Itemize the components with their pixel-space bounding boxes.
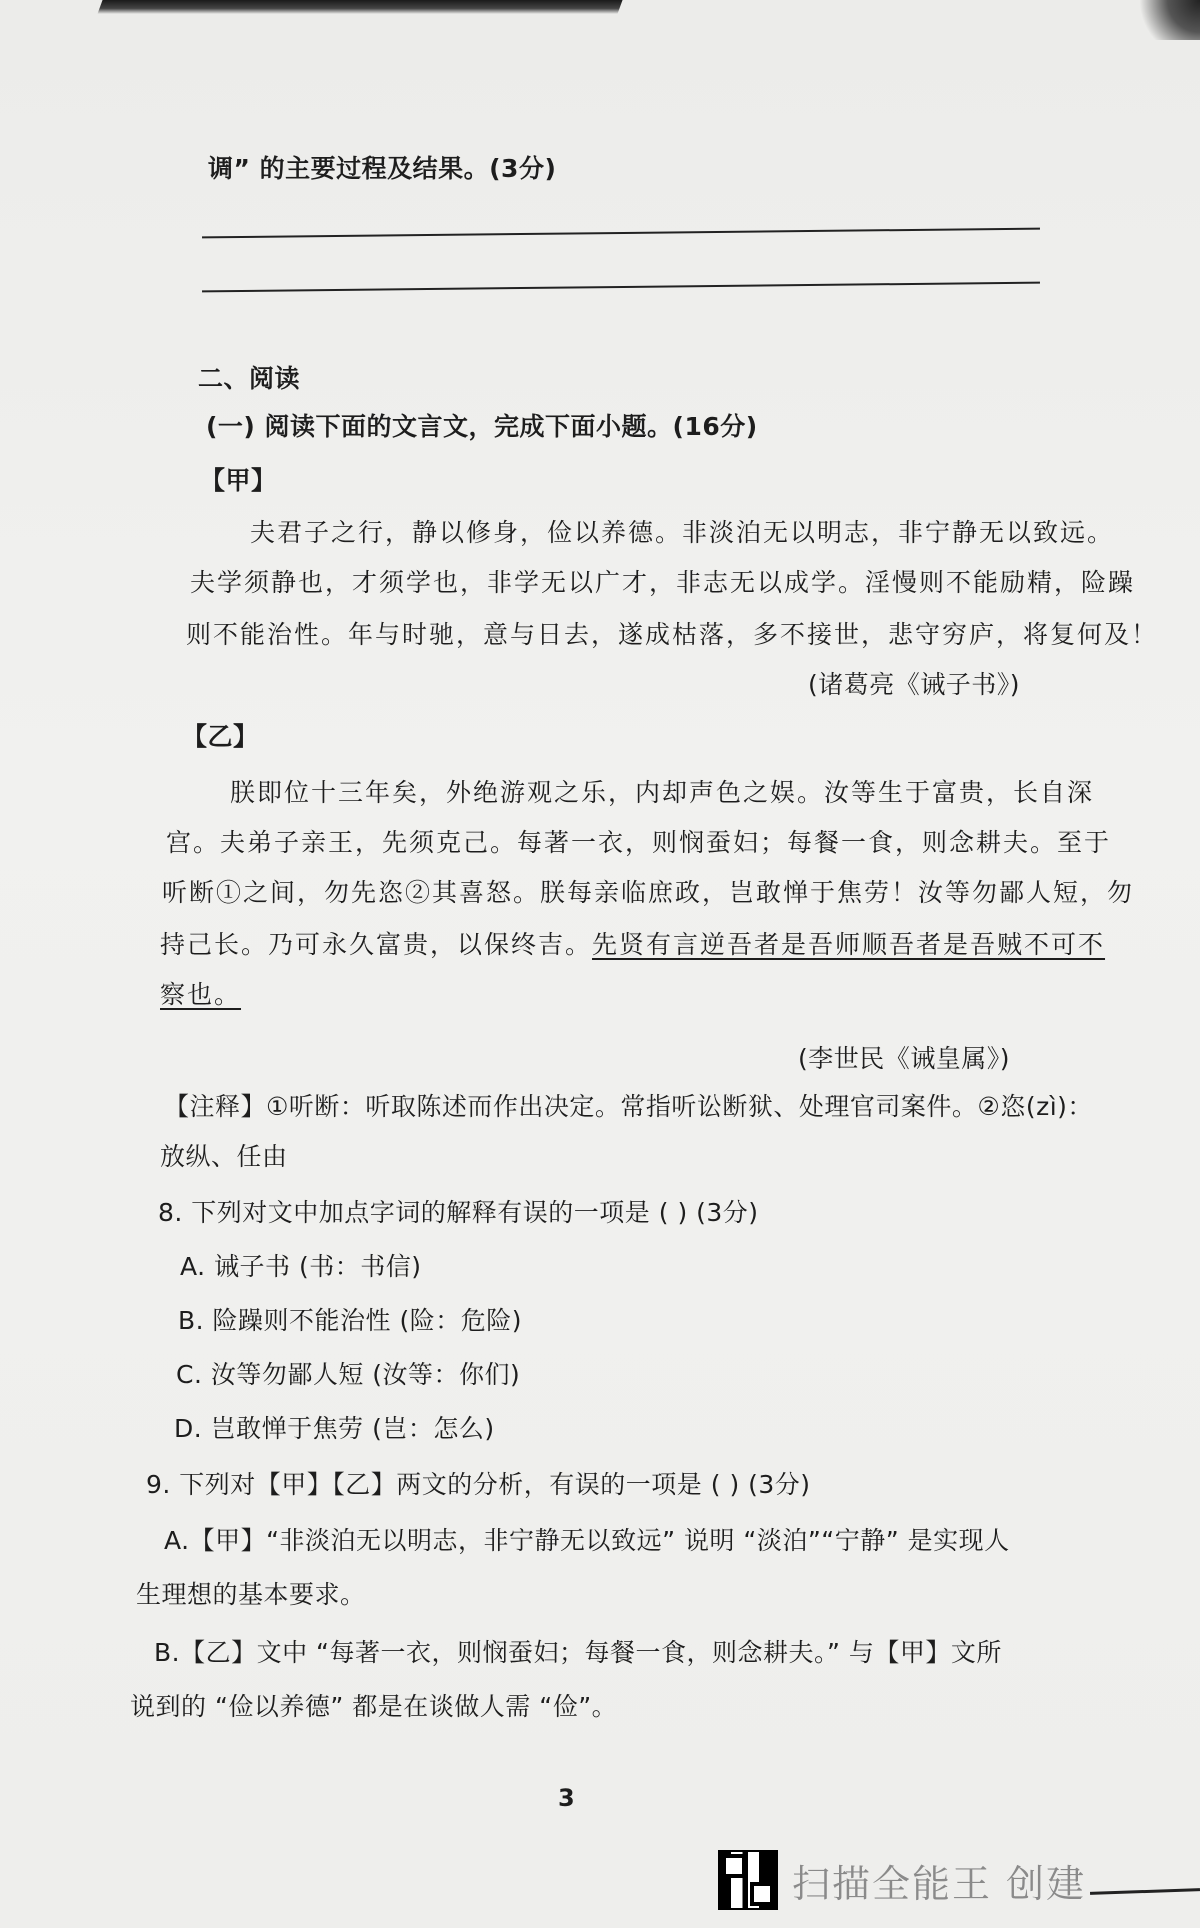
passage-b-underlined-sentence-end: 察也。 — [160, 980, 242, 1009]
pen-stroke — [1090, 1888, 1200, 1895]
passage-b-source: (李世民《诫皇属》) — [798, 1044, 1011, 1073]
question-9-option-a[interactable]: A.【甲】“非淡泊无以明志，非宁静无以致远” 说明 “淡泊”“宁静” 是实现人 — [164, 1526, 1010, 1555]
passage-a-source: (诸葛亮《诫子书》) — [808, 670, 1021, 699]
passage-a-marker: 【甲】 — [200, 466, 277, 495]
page-number: 3 — [558, 1784, 575, 1812]
qr-code-icon — [718, 1850, 778, 1910]
question-9-option-b[interactable]: B.【乙】文中 “每著一衣，则悯蚕妇；每餐一食，则念耕夫。” 与【甲】文所 — [154, 1638, 1002, 1667]
question-8-option[interactable]: D. 岂敢惮于焦劳 (岂：怎么) — [174, 1414, 495, 1443]
scanner-watermark — [718, 1850, 1086, 1910]
passage-b-line: 宫。夫弟子亲王，先须克己。每著一衣，则悯蚕妇；每餐一食，则念耕夫。至于 — [166, 828, 1112, 857]
question-8-option[interactable]: B. 险躁则不能治性 (险：危险) — [178, 1306, 522, 1335]
watermark-brand: 扫描全能王 创建 — [792, 1861, 1087, 1906]
scan-corner-shadow — [1130, 0, 1200, 40]
question-8-option[interactable]: A. 诫子书 (书：书信) — [180, 1252, 422, 1281]
scan-edge-shadow — [97, 0, 622, 14]
passage-a-line: 夫学须静也，才须学也，非学无以广才，非志无以成学。淫慢则不能励精，险躁 — [190, 568, 1136, 597]
passage-a-line: 夫君子之行，静以修身，俭以养德。非淡泊无以明志，非宁静无以致远。 — [250, 518, 1115, 547]
notes-line: 【注释】①听断：听取陈述而作出决定。常指听讼断狱、处理官司案件。②恣(zì)： — [164, 1092, 1093, 1121]
question-tail: 调” 的主要过程及结果。(3分) — [208, 154, 557, 183]
passage-b-line: 听断①之间，勿先恣②其喜怒。朕每亲临庶政，岂敢惮于焦劳！汝等勿鄙人短，勿 — [162, 878, 1135, 907]
question-9-stem: 9. 下列对【甲】【乙】两文的分析，有误的一项是 ( ) (3分) — [146, 1470, 811, 1499]
subsection-title: (一) 阅读下面的文言文，完成下面小题。(16分) — [206, 412, 758, 441]
notes-line: 放纵、任由 — [160, 1142, 288, 1171]
answer-line-1[interactable] — [202, 228, 1040, 239]
question-8-stem: 8. 下列对文中加点字词的解释有误的一项是 ( ) (3分) — [158, 1198, 759, 1227]
passage-b-marker: 【乙】 — [182, 722, 259, 751]
passage-b-line: 朕即位十三年矣，外绝游观之乐，内却声色之娱。汝等生于富贵，长自深 — [230, 778, 1095, 807]
answer-line-2[interactable] — [202, 282, 1040, 293]
question-9-option-a-continued: 生理想的基本要求。 — [136, 1580, 366, 1609]
question-8-option[interactable]: C. 汝等勿鄙人短 (汝等：你们) — [176, 1360, 521, 1389]
passage-b-underlined-sentence: 先贤有言逆吾者是吾师顺吾者是吾贼不可不 — [592, 930, 1106, 959]
passage-a-line: 则不能治性。年与时驰，意与日去，遂成枯落，多不接世，悲守穷庐，将复何及！ — [186, 620, 1159, 649]
question-9-option-b-continued: 说到的 “俭以养德” 都是在谈做人需 “俭”。 — [130, 1692, 618, 1721]
passage-b-line-4-plain: 持己长。乃可永久富贵，以保终吉。 — [160, 930, 593, 959]
passage-b-line-4 — [160, 928, 1105, 962]
section-title: 二、阅读 — [198, 364, 301, 393]
